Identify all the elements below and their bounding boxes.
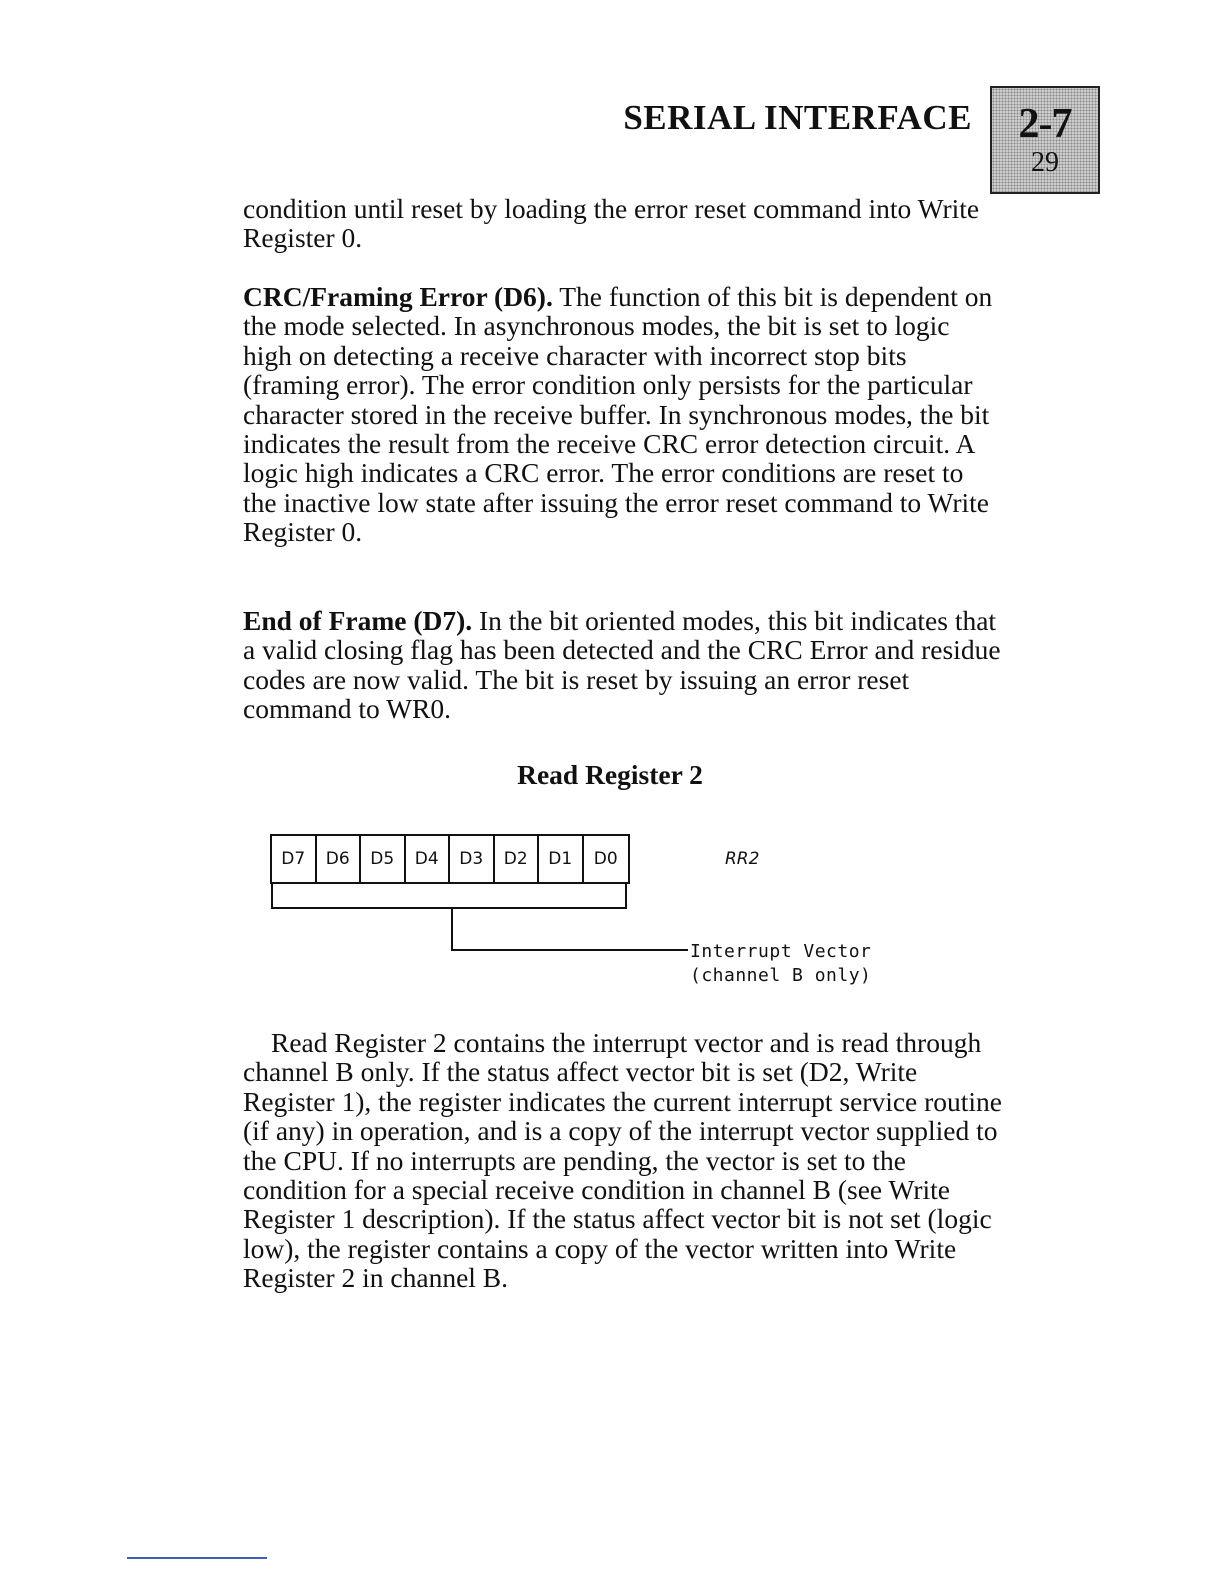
register-bit-row bbox=[270, 834, 630, 884]
register-label: RR2 bbox=[725, 849, 760, 869]
footer-rule bbox=[127, 1557, 267, 1559]
paragraph-continuation: condition until reset by loading the error reset command into Write Register 0. bbox=[243, 193, 980, 254]
page-header-title: SERIAL INTERFACE bbox=[623, 98, 972, 137]
interrupt-vector-label bbox=[690, 940, 871, 988]
register-bit-d5: D5 bbox=[361, 836, 406, 882]
bracket-line bbox=[272, 884, 626, 908]
register-bit-d6: D6 bbox=[317, 836, 362, 882]
text-end-of-frame: In the bit oriented modes, this bit indicates that a valid closing flag has been detected and the CRC Error and residue codes are now valid. The bit is reset by issuing an error reset command to WR0. bbox=[243, 605, 1001, 725]
register-bit-d4: D4 bbox=[406, 836, 451, 882]
register-bit-d7: D7 bbox=[272, 836, 317, 882]
paragraph-read-register-2: Read Register 2 contains the interrupt vector and is read through channel B only. If the status affect vector bit is set (D2, Write Register 1), the register indicates the current interrupt service routine (if any) in operation, and is a copy of the interrupt vector supplied to the CPU. If no interrupts are pending, the vector is set to the condition for a special receive condition in channel B (see Write Register 1 description). If the status affect vector bit is not set (logic low), the register contains a copy of the vector written into Write Register 2 in channel B. bbox=[243, 1027, 1003, 1294]
interrupt-vector-line1: Interrupt Vector bbox=[690, 941, 872, 962]
leader-line bbox=[452, 908, 688, 950]
section-tab bbox=[990, 86, 1100, 194]
register-bit-d3: D3 bbox=[450, 836, 495, 882]
register-bit-d0: D0 bbox=[593, 849, 618, 869]
heading-end-of-frame: End of Frame (D7). bbox=[243, 605, 473, 636]
paragraph-end-of-frame bbox=[243, 606, 1003, 724]
text-crc-framing-error: The function of this bit is dependent on the mode selected. In asynchronous modes, the bit is set to logic high on detecting a receive character with incorrect stop bits (framing error). The error condition only persists for the particular character stored in the receive buffer. In synchronous modes, the bit indicates the result from the receive CRC error detection circuit. A logic high indicates a CRC error. The error conditions are reset to the inactive low state after issuing the error reset command to Write Register 0. bbox=[243, 281, 993, 548]
bit-bracket-leader bbox=[270, 884, 690, 954]
paragraph-crc-framing-error bbox=[243, 282, 1003, 547]
page-number: 29 bbox=[1031, 147, 1059, 178]
section-tab-number: 2-7 bbox=[1018, 101, 1072, 147]
figure-title: Read Register 2 bbox=[517, 759, 703, 790]
heading-crc-framing-error: CRC/Framing Error (D6). bbox=[243, 281, 553, 312]
register-bit-d1: D1 bbox=[539, 836, 584, 882]
interrupt-vector-line2: (channel B only) bbox=[690, 965, 872, 986]
register-bit-d2: D2 bbox=[495, 836, 540, 882]
